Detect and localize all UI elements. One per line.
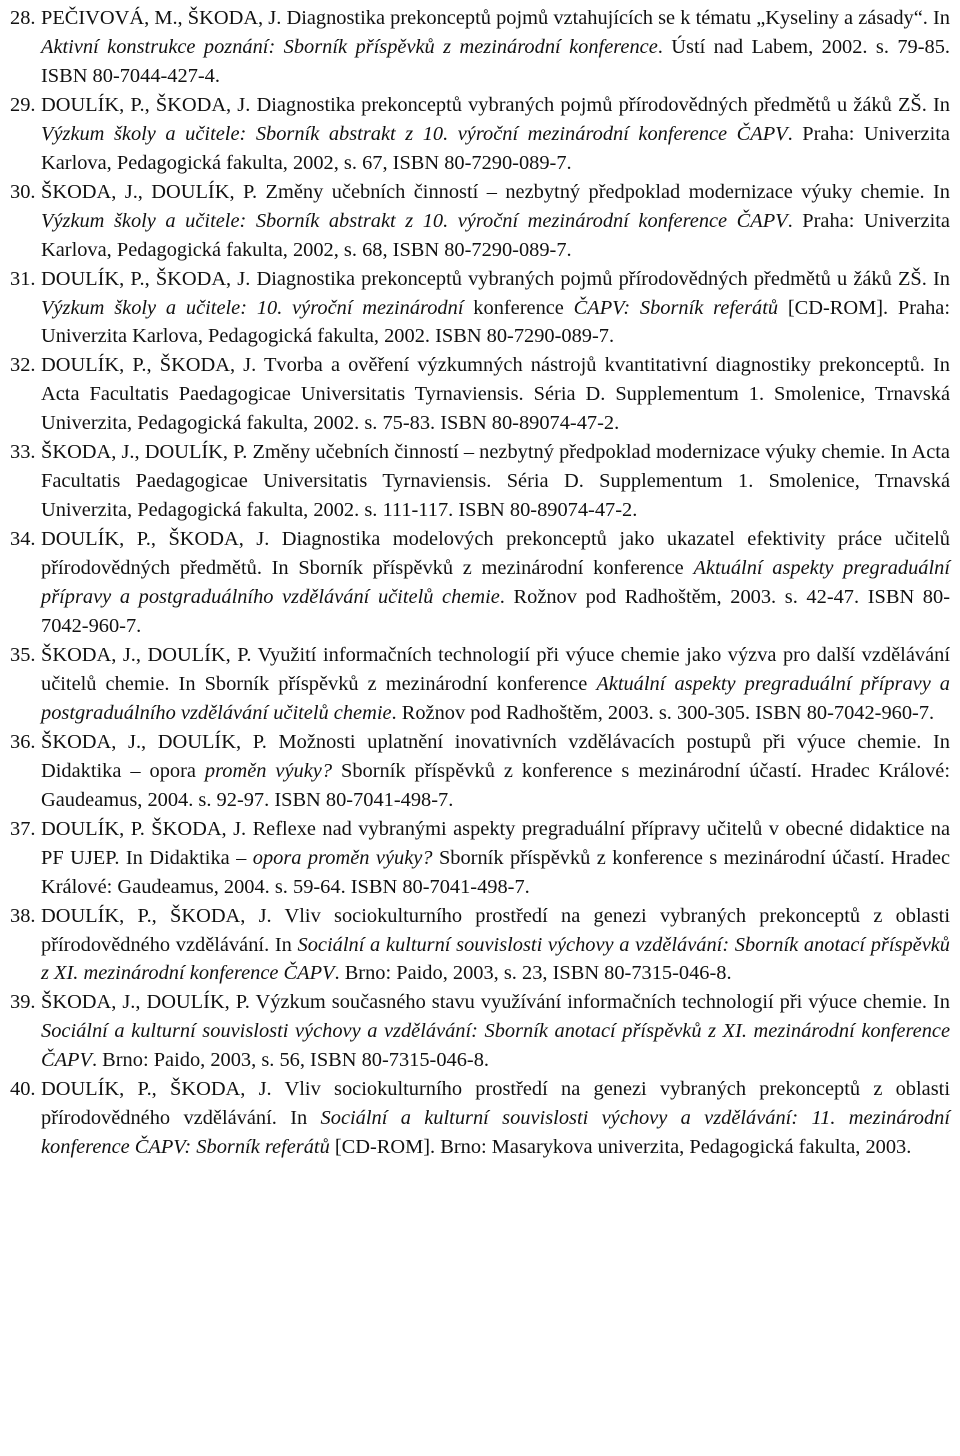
reference-item <box>10 815 950 902</box>
reference-italic-text: Sociální a kulturní souvislosti výchovy a vzdělávání: Sborník anotací příspěvků z XI. mezinárodní konference ČAPV <box>41 1020 950 1072</box>
reference-number: 31. <box>10 267 36 290</box>
reference-text: [CD-ROM]. Brno: Masarykova univerzita, Pedagogická fakulta, 2003. <box>329 1136 912 1159</box>
reference-number: 40. <box>10 1078 36 1101</box>
reference-number: 34. <box>10 528 36 551</box>
reference-number: 36. <box>10 730 36 753</box>
reference-number: 37. <box>10 817 36 840</box>
reference-number: 33. <box>10 441 36 464</box>
reference-italic-text: Výzkum školy a učitele: Sborník abstrakt z 10. výroční mezinárodní konference ČAPV <box>41 209 788 232</box>
reference-text: DOULÍK, P., ŠKODA, J. Vliv sociokulturního prostředí na genezi vybraných prekonceptů z oblasti přírodovědného vzdělávání. In <box>41 904 950 956</box>
reference-italic-text: ČAPV: Sborník referátů <box>573 296 779 319</box>
reference-italic-text: Aktuální aspekty pregraduální přípravy a postgraduálního vzdělávání učitelů chemie <box>41 672 950 724</box>
reference-item <box>10 1075 950 1162</box>
reference-italic-text: Výzkum školy a učitele: 10. výroční mezinárodní <box>41 296 464 319</box>
reference-italic-text: Aktivní konstrukce poznání: Sborník příspěvků z mezinárodní konference <box>41 35 658 58</box>
reference-number: 30. <box>10 180 36 203</box>
reference-text: DOULÍK, P., ŠKODA, J. Diagnostika prekonceptů vybraných pojmů přírodovědných předmětů u žáků ZŠ. In <box>41 93 950 116</box>
reference-text: . Ústí nad Labem, 2002. s. 79-85. ISBN 80-7044-427-4. <box>41 35 951 87</box>
reference-text: PEČIVOVÁ, M., ŠKODA, J. Diagnostika prekonceptů pojmů vztahujících se k tématu „Kyseliny a zásady“. In <box>41 7 950 29</box>
reference-number: 39. <box>10 991 36 1014</box>
reference-item <box>10 988 950 1075</box>
reference-text: . Rožnov pod Radhoštěm, 2003. s. 300-305. ISBN 80-7042-960-7. <box>391 701 935 724</box>
reference-number: 28. <box>10 7 36 29</box>
reference-italic-text: Sociální a kulturní souvislosti výchovy a vzdělávání: Sborník anotací příspěvků z XI. mezinárodní konference ČAPV <box>41 933 950 985</box>
reference-number: 38. <box>10 904 36 927</box>
reference-italic-text: Sociální a kulturní souvislosti výchovy a vzdělávání: 11. mezinárodní konference ČAPV: Sborník referátů <box>41 1107 950 1159</box>
reference-text: DOULÍK, P., ŠKODA, J. Diagnostika prekonceptů vybraných pojmů přírodovědných předmětů u žáků ZŠ. In <box>41 267 950 290</box>
reference-text: . Praha: Univerzita Karlova, Pedagogická fakulta, 2002, s. 67, ISBN 80-7290-089-7. <box>41 122 950 174</box>
reference-text: . Brno: Paido, 2003, s. 56, ISBN 80-7315-046-8. <box>91 1049 490 1072</box>
reference-item <box>10 91 950 178</box>
reference-text: DOULÍK, P. ŠKODA, J. Reflexe nad vybranými aspekty pregraduální přípravy učitelů v obecné didaktice na PF UJEP. In Didaktika – <box>41 817 950 869</box>
reference-text: ŠKODA, J., DOULÍK, P. Výzkum současného stavu využívání informačních technologií při výuce chemie. In <box>41 991 950 1014</box>
reference-item <box>10 4 950 91</box>
reference-number: 35. <box>10 643 36 666</box>
reference-text: Sborník příspěvků z konference s mezinárodní účastí. Hradec Králové: Gaudeamus, 2004. s. 59-64. ISBN 80-7041-498-7. <box>41 846 950 898</box>
reference-list <box>10 4 950 1162</box>
reference-text: . Praha: Univerzita Karlova, Pedagogická fakulta, 2002, s. 68, ISBN 80-7290-089-7. <box>41 209 950 261</box>
reference-text: . Rožnov pod Radhoštěm, 2003. s. 42-47. ISBN 80-7042-960-7. <box>41 586 950 638</box>
reference-item <box>10 178 950 265</box>
reference-italic-text: Výzkum školy a učitele: Sborník abstrakt z 10. výroční mezinárodní konference ČAPV <box>41 122 788 145</box>
reference-item <box>10 902 950 989</box>
reference-text: DOULÍK, P., ŠKODA, J. Tvorba a ověření výzkumných nástrojů kvantitativní diagnostiky prekonceptů. In Acta Facultatis Paedagogicae Universitatis Tyrnaviensis. Séria D. Supplementum 1. Smolenice, Trnavská Univerzita, Pedagogická fakulta, 2002. s. 75-83. ISBN 80-89074-47-2. <box>41 354 950 435</box>
reference-text: DOULÍK, P., ŠKODA, J. Vliv sociokulturního prostředí na genezi vybraných prekonceptů z oblasti přírodovědného vzdělávání. In <box>41 1078 950 1130</box>
reference-text: konference <box>463 296 574 319</box>
reference-item <box>10 265 950 352</box>
reference-item <box>10 728 950 815</box>
reference-text: . Brno: Paido, 2003, s. 23, ISBN 80-7315-046-8. <box>334 962 732 985</box>
reference-text: Sborník příspěvků z konference s mezinárodní účastí. Hradec Králové: Gaudeamus, 2004. s. 92-97. ISBN 80-7041-498-7. <box>41 759 950 811</box>
reference-number: 32. <box>10 354 36 377</box>
reference-text: ŠKODA, J., DOULÍK, P. Využití informačních technologií při výuce chemie jako výzva pro další vzdělávání učitelů chemie. In Sborník příspěvků z mezinárodní konference <box>41 643 950 695</box>
reference-text: DOULÍK, P., ŠKODA, J. Diagnostika modelových prekonceptů jako ukazatel efektivity práce učitelů přírodovědných předmětů. In Sborník příspěvků z mezinárodní konference <box>41 528 950 580</box>
reference-text: ŠKODA, J., DOULÍK, P. Změny učebních činností – nezbytný předpoklad modernizace výuky chemie. In <box>41 180 950 203</box>
reference-text: ŠKODA, J., DOULÍK, P. Změny učebních činností – nezbytný předpoklad modernizace výuky chemie. In Acta Facultatis Paedagogicae Universitatis Tyrnaviensis. Séria D. Supplementum 1. Smolenice, Trnavská Univerzita, Pedagogická fakulta, 2002. s. 111-117. ISBN 80-89074-47-2. <box>41 441 950 522</box>
reference-text: ŠKODA, J., DOULÍK, P. Možnosti uplatnění inovativních vzdělávacích postupů při výuce chemie. In Didaktika – opora <box>41 730 950 782</box>
reference-text: [CD-ROM]. Praha: Univerzita Karlova, Pedagogická fakulta, 2002. ISBN 80-7290-089-7. <box>41 296 951 348</box>
reference-item <box>10 351 950 438</box>
reference-italic-text: proměn výuky? <box>204 759 333 782</box>
reference-number: 29. <box>10 93 36 116</box>
reference-item <box>10 438 950 525</box>
reference-item <box>10 641 950 728</box>
reference-italic-text: opora proměn výuky? <box>252 846 433 869</box>
reference-item <box>10 525 950 641</box>
reference-italic-text: Aktuální aspekty pregraduální přípravy a postgraduálního vzdělávání učitelů chemie <box>41 557 950 609</box>
